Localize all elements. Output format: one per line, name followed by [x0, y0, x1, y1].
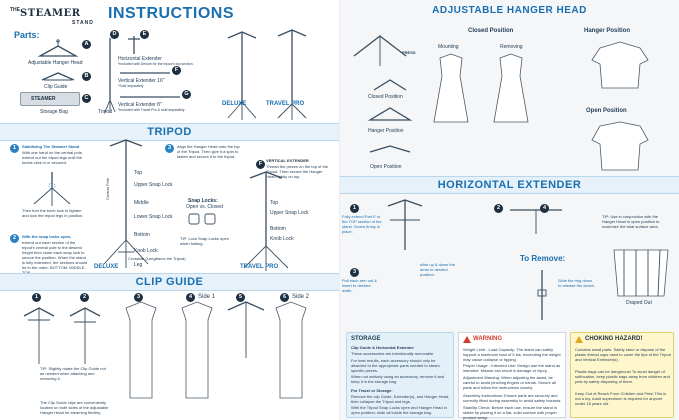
tripod-model-deluxe: DELUXE: [94, 264, 119, 270]
tripod-diagram-travel-pro: [236, 172, 296, 272]
clip-step-2-badge: 2: [80, 293, 89, 302]
clip-step-3-illustration: [118, 300, 164, 400]
part-d-label: Tripod: [98, 109, 112, 115]
parts-heading: Parts:: [14, 30, 40, 40]
clip-step-2-illustration: [68, 306, 102, 366]
instructions-title: INSTRUCTIONS: [108, 5, 234, 22]
part-a-badge: A: [82, 40, 91, 49]
warning-item-3: Adjustment Warning: When adjusting the stand, be careful to avoid pinching fingers or hands. Secure all parts and follow the instructions closely.: [463, 375, 556, 390]
clip-tip-2: The Clip Guide clips are conveniently located on both sides of the adjustable Hanger Head for steaming flexibly.: [40, 400, 109, 415]
storage-sub: Clip Guide & Horizontal Extender: [351, 345, 414, 350]
snap-lock-icons: [188, 212, 218, 226]
draped-out-illustration: [610, 246, 672, 298]
hanger-open-icon: [368, 142, 412, 162]
tripod-step-1-text: With one hand on the central pole, extend out the tripod legs until the knobs click in or secured.: [22, 150, 83, 165]
tripod-model-travel-pro: TRAVEL PRO: [240, 264, 279, 270]
clip-step-4-badge: 4: [186, 293, 195, 302]
travel-label-bottom: Bottom: [270, 226, 286, 232]
tripod-step-3-text: Align the Hanger Head onto the top of the Tripod. Then give it a spin to fasten and secure it to the tripod.: [177, 144, 240, 159]
brand-logo: [10, 7, 100, 29]
hanger-left-closed: Closed Position: [368, 94, 403, 100]
snap-locks-tip: TIP: Lock Snap Locks open when folding.: [180, 236, 229, 246]
clip-side-2: Side 2: [292, 294, 310, 300]
part-d-badge: D: [110, 30, 119, 39]
logo-sub: STAND: [72, 20, 94, 26]
logo-the: THE: [10, 7, 20, 13]
extender-step-1-badge: 1: [350, 204, 359, 213]
tripod-step-1-badge: 1: [10, 144, 19, 153]
vertical-extender-16-illustration: [120, 70, 170, 76]
parts-model-deluxe: DELUXE: [222, 101, 247, 107]
clip-guide-banner: [0, 273, 339, 291]
part-e-note: *Included with Deluxe for the tripod's top section.: [118, 62, 194, 66]
draped-out-label: Draped Out: [626, 300, 652, 306]
hanger-closed-icon: [370, 78, 410, 92]
tripod-heading: TRIPOD: [147, 126, 192, 138]
left-page: [0, 0, 339, 420]
tripod-banner: [0, 123, 339, 141]
extender-step-3-pull: Pull each arm out & insert to desired width.: [342, 278, 377, 293]
warning-item-4: Assembly Instructions: Ensure parts are securely and correctly fitted during assembly to avoid safety hazards.: [463, 393, 562, 403]
right-page: [340, 0, 679, 420]
part-b-label: Clip Guide: [44, 84, 68, 90]
tripod-step-2-badge: 2: [10, 234, 19, 243]
part-f-label: Vertical Extender 16": [118, 78, 165, 84]
clip-step-3-badge: 3: [134, 293, 143, 302]
part-g-badge: G: [182, 90, 191, 99]
logo-main: STEAMER: [20, 8, 81, 19]
part-f-badge: F: [172, 66, 181, 75]
hanger-left-open: Open Position: [370, 164, 402, 170]
dress-removing-illustration: [492, 52, 530, 124]
hanger-position-label: Hanger Position: [584, 28, 631, 34]
tripod-label-leg: Leg: [134, 262, 143, 268]
tripod-label-lower-snap: Lower Snap Lock: [134, 214, 173, 220]
extender-step-4-badge: 4: [540, 204, 549, 213]
storage-p3: When not actively using an accessory, remove it and keep it in the storage bag.: [351, 374, 445, 384]
part-f-note: *Sold separately: [118, 84, 144, 88]
clip-step-6-badge: 6: [280, 293, 289, 302]
warning-heading: WARNING: [473, 336, 502, 342]
tripod-step-1-title: Stabilizing The Steamer Stand: [22, 144, 80, 149]
extender-step-3-badge: 3: [350, 268, 359, 277]
clip-step-1-illustration: [22, 306, 56, 366]
storage-p4: For Travel or Storage:: [351, 388, 393, 393]
warning-item-1: Weight Limit - Load Capacity: The stand can safely support a maximum load of 5 lbs, exceeding the weight may cause collapse or tipping.: [463, 347, 561, 362]
extender-step-3-slide: slide up & down the arms to desired position.: [420, 262, 455, 277]
warning-icon: [463, 336, 471, 343]
snap-locks-title: Snap Locks:: [188, 198, 218, 204]
parts-model-travel-pro: TRAVEL PRO: [266, 101, 305, 107]
storage-p5: Remove the clip Guide, Extender(s), and Hanger Head, then collapse the Tripod and legs.: [351, 394, 450, 404]
part-e-badge: E: [140, 30, 149, 39]
tripod-step-3-badge: 3: [165, 144, 174, 153]
extender-step-1-text: Fully extend Part E to the TOP section of the stand. Screw firmly in place.: [342, 214, 382, 234]
extender-remove-note: Slide the ring down to release the clutch.: [558, 278, 595, 288]
tripod-step-2-text: extend out each section of the tripod's central pole to the desired height then close each snap lock to secure the position. When the stand is fully extended, the sections should be in the order: BOTTOM, MIDDLE,: [22, 240, 88, 270]
travel-label-top: Top: [270, 200, 279, 206]
extender-banner: [340, 176, 679, 194]
extender-to-remove: To Remove:: [520, 254, 566, 263]
extender-heading: HORIZONTAL EXTENDER: [437, 179, 582, 191]
extender-step-2-illustration: [506, 206, 566, 236]
hanger-left-hanger: Hanger Position: [368, 128, 404, 134]
warning-item-2: Proper Usage - Intended Use: Design use the stand as intended. Misuse can result in damage or injury.: [463, 363, 561, 373]
hanger-head-mounting-illustration: [350, 26, 410, 66]
storage-p2: For best results, each accessory should only be attached to the appropriate parts needed to steam specific pieces.: [351, 358, 440, 373]
storage-p1: These accessories are intentionally removable.: [351, 351, 435, 356]
extender-step-2-badge: 2: [494, 204, 503, 213]
hanger-hanger-icon: [368, 104, 412, 124]
tripod-step-2-title: With the snap locks open,: [22, 234, 72, 239]
shirt-hanger-position-illustration: [590, 40, 650, 90]
choking-hazard-box: [570, 332, 674, 418]
clip-side-1: Side 1: [198, 294, 216, 300]
warning-box: [458, 332, 566, 418]
clip-guide-illustration: [38, 70, 78, 82]
extender-tip: TIP: Use in conjunction with the Hanger Head in open position to maximize the total surface area.: [602, 214, 660, 229]
warning-item-5: Stability Check: Before each use, ensure the stand is stable by placing it on a flat, solid surface with proper product setup.: [463, 405, 557, 420]
part-c-badge: C: [82, 94, 91, 103]
tripod-label-middle: Middle: [134, 200, 149, 206]
choking-heading: CHOKING HAZARD!: [585, 336, 643, 342]
clip-guide-heading: CLIP GUIDE: [135, 276, 204, 288]
horizontal-extender-illustration: [126, 36, 142, 54]
tripod-legs-illustration: [30, 172, 74, 206]
choking-item-1: Contains small parts. Safely store or dispose of the plastic thread caps used to cover the tips of the Tripod and Vertical Extender(s).: [575, 347, 671, 362]
hanger-head-illustration: [38, 40, 78, 60]
extender-remove-illustration: [530, 270, 554, 320]
tripod-label-bottom: Bottom: [134, 232, 150, 238]
tripod-label-crossbar: Crossbar (Lengthens the Tripod): [128, 256, 186, 261]
open-position-label: Open Position: [586, 108, 627, 114]
dress-mounting-illustration: [432, 52, 470, 124]
central-pole-label: Central Pole: [105, 177, 110, 200]
clip-step-5-badge: 5: [236, 293, 245, 302]
clip-tip-1: TIP: Slightly rotate the Clip Guide not as needed when attaching and removing it.: [40, 366, 106, 381]
vertical-extender-8-illustration: [120, 94, 180, 100]
snap-locks-states: Open vs. Closed: [186, 204, 223, 210]
tripod-step-f-text: Thread the pieces on the top of the Tripod. Then secure the Hanger Head tightly on top.: [266, 164, 329, 179]
clip-step-4-illustration: [174, 300, 220, 400]
part-a-label: Adjustable Hanger Head: [28, 60, 83, 66]
storage-heading: STORAGE: [351, 336, 381, 342]
clip-step-5-illustration: [226, 300, 266, 360]
travel-label-knob: Knob Lock: [270, 236, 294, 242]
shirt-open-position-illustration: [590, 120, 650, 172]
choking-item-2: Plastic bags can be dangerous! To avoid danger of suffocation, keep plastic bags away from children and pets by safely disposing of them.: [575, 369, 670, 384]
extender-step-1-illustration: [380, 200, 430, 256]
clip-step-1-badge: 1: [32, 293, 41, 302]
part-e-label: Horizontal Extender: [118, 56, 162, 62]
hanger-removing: Removing: [500, 44, 523, 50]
clip-step-6-illustration: [268, 300, 314, 400]
part-g-label: Vertical Extender 8": [118, 102, 162, 108]
hanger-closed-position: Closed Position: [468, 28, 514, 34]
storage-p6: With the Tripod Snap Locks open and Hanger Head in open position, slide all inside the storage bag.: [351, 405, 447, 415]
hanger-press: PRESS: [402, 50, 416, 55]
part-b-badge: B: [82, 72, 91, 81]
part-c-label: Storage Bag: [40, 109, 68, 115]
hanger-mounting: Mounting: [438, 44, 459, 50]
tripod-label-upper-snap: Upper Snap Lock: [134, 182, 173, 188]
storage-bag-illustration: STEAMER: [20, 92, 80, 106]
tripod-step-f-title: VERTICAL EXTENDER: [266, 158, 309, 163]
choking-icon: [575, 336, 583, 343]
tripod-part-illustration: [104, 38, 116, 114]
hanger-head-heading: ADJUSTABLE HANGER HEAD: [432, 5, 587, 16]
tripod-label-top: Top: [134, 170, 143, 176]
storage-box: [346, 332, 454, 418]
tripod-step-1-note: Then turn the knob lock to tighten and lock the tripod legs in position.: [22, 208, 84, 218]
choking-item-3: Keep Out of Reach From Children and Pets! This is not a toy. Adult supervision is required for anyone under 15 years old.: [575, 391, 667, 406]
part-g-note: *Included with Travel Pro & sold separately: [118, 108, 185, 112]
tripod-label-knob: Knob Lock: [134, 248, 158, 254]
tripod-step-f-badge: F: [256, 160, 265, 169]
travel-label-upper-snap: Upper Snap Lock: [270, 210, 309, 216]
